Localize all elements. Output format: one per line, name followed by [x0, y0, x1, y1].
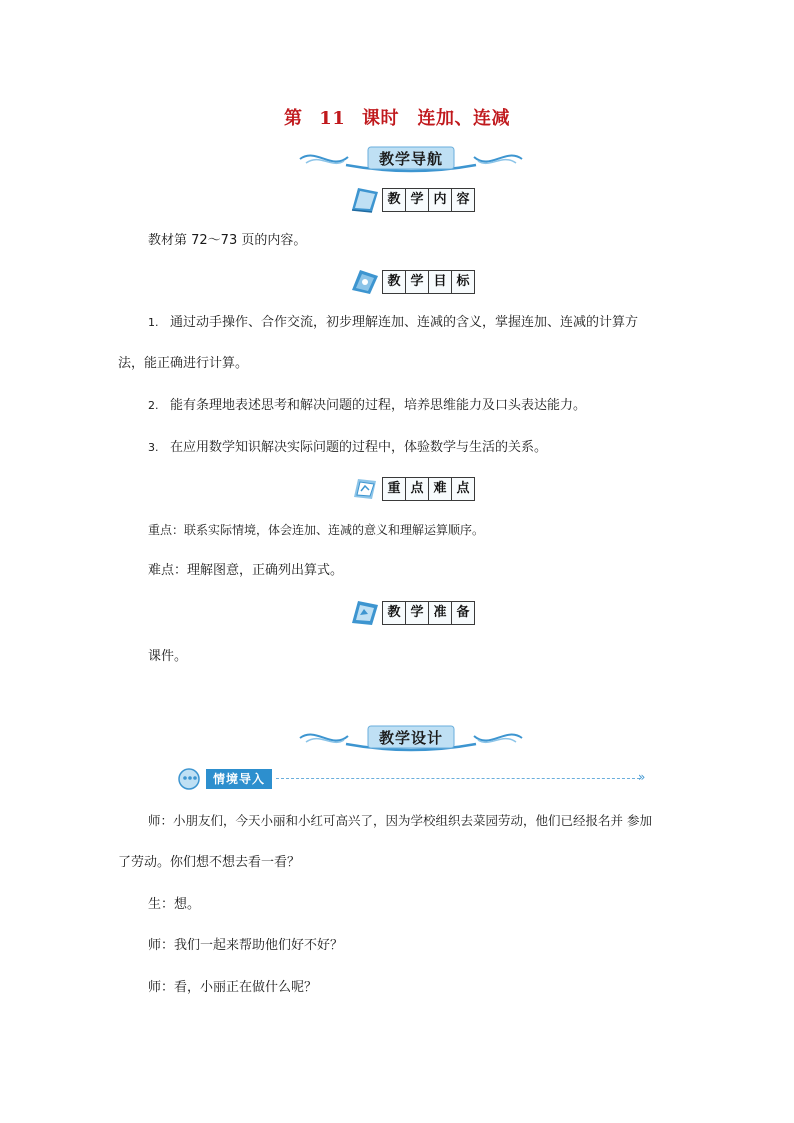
- situation-label: 情境导入: [206, 769, 272, 789]
- section-char: 点: [406, 478, 429, 500]
- section-title-box: [382, 601, 475, 625]
- goal-text: 通过动手操作、合作交流，初步理解连加、连减的含义，掌握连加、连减的计算方: [170, 315, 639, 330]
- dialogue-line-3: 师：我们一起来帮助他们好不好？: [148, 938, 344, 953]
- goal-text: 能有条理地表述思考和解决问题的过程，培养思维能力及口头表达能力。: [170, 398, 587, 413]
- section-teaching-goals: [348, 266, 488, 296]
- section-char: 准: [429, 602, 452, 624]
- dialogue-line-1-continued: 了劳动。你们想不想去看一看？: [118, 855, 301, 870]
- content-text: 教材第 72～73 页的内容。: [148, 233, 307, 248]
- difficult-point-text: 难点：理解图意，正确列出算式。: [148, 563, 344, 578]
- prep-text: 课件。: [148, 649, 188, 664]
- book-icon: [348, 597, 380, 627]
- dashed-divider: [276, 778, 640, 779]
- section-teaching-prep: [348, 597, 488, 627]
- section-title-box: [382, 477, 475, 501]
- section-char: 难: [429, 478, 452, 500]
- section-char: 目: [429, 271, 452, 293]
- dialogue-line-1: 师：小朋友们，今天小丽和小红可高兴了，因为学校组织去菜园劳动，他们已经报名并 参加: [148, 813, 652, 828]
- goal-number: 2.: [148, 399, 159, 412]
- section-char: 教: [383, 602, 406, 624]
- section-teaching-content: [348, 184, 488, 214]
- section-char: 教: [383, 271, 406, 293]
- section-char: 备: [452, 602, 474, 624]
- section-title-box: [382, 270, 475, 294]
- goal-item-2: [148, 397, 708, 415]
- banner-teaching-nav: [296, 143, 526, 175]
- goal-number: 1.: [148, 316, 159, 329]
- section-char: 点: [452, 478, 474, 500]
- dialogue-line-4: 师：看，小丽正在做什么呢？: [148, 980, 318, 995]
- dialogue-line-2: 生：想。: [148, 897, 201, 912]
- goal-item-3: [148, 439, 708, 457]
- key-point-text: 重点：联系实际情境，体会连加、连减的意义和理解运算顺序。: [148, 523, 485, 537]
- section-char: 标: [452, 271, 474, 293]
- section-char: 重: [383, 478, 406, 500]
- goal-item-1: [148, 314, 708, 332]
- goal-item-1-continued: 法，能正确进行计算。: [118, 356, 249, 371]
- section-char: 学: [406, 602, 429, 624]
- section-key-points: [348, 473, 488, 503]
- banner-teaching-design: [296, 722, 526, 754]
- double-chevron-icon: »: [638, 770, 646, 784]
- section-char: 教: [383, 189, 406, 211]
- book-icon: [348, 184, 380, 214]
- section-char: 学: [406, 189, 429, 211]
- page-title: 第 11 课时 连加、连减: [283, 108, 511, 129]
- section-title-box: [382, 188, 475, 212]
- banner-label: 教学导航: [378, 150, 443, 168]
- banner-label: 教学设计: [378, 729, 443, 747]
- book-icon: [348, 473, 380, 503]
- chat-bubble-icon: [176, 766, 206, 792]
- section-char: 内: [429, 189, 452, 211]
- section-char: 学: [406, 271, 429, 293]
- book-icon: [348, 266, 380, 296]
- goal-text: 在应用数学知识解决实际问题的过程中，体验数学与生活的关系。: [170, 440, 548, 455]
- situation-intro-bar: [176, 766, 656, 792]
- goal-number: 3.: [148, 441, 159, 454]
- section-char: 容: [452, 189, 474, 211]
